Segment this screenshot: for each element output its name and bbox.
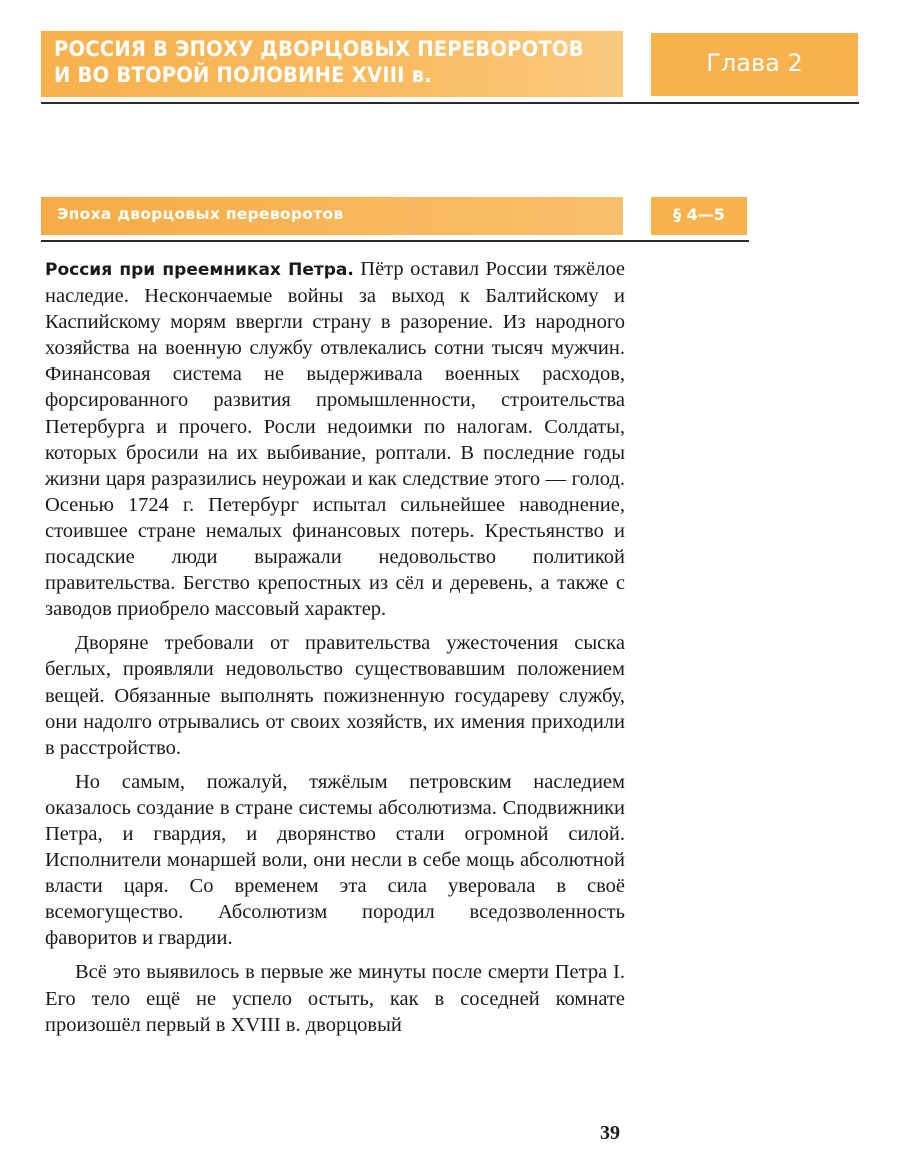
page-number: 39 — [600, 1122, 620, 1144]
header-divider — [41, 102, 859, 104]
paragraph-lead-heading: Россия при преемниках Петра. — [45, 260, 354, 280]
chapter-title — [54, 36, 584, 88]
paragraph-2: Дворяне требовали от правительства ужесточения сыска беглых, проявляли недовольство существовавшим положением вещей. Обязанные выполнять пожизненную государеву службу, они надолго отрывались от своих хозяйств, их имения приходили в расстройство. — [45, 632, 625, 759]
body-text — [45, 256, 625, 1046]
chapter-title-line-1: РОССИЯ В ЭПОХУ ДВОРЦОВЫХ ПЕРЕВОРОТОВ — [54, 37, 584, 61]
section-divider — [41, 240, 749, 242]
section-label: § 4—5 — [673, 205, 725, 224]
chapter-label: Глава 2 — [706, 49, 803, 77]
chapter-title-line-2: И ВО ВТОРОЙ ПОЛОВИНЕ XVIII в. — [54, 63, 432, 87]
paragraph-4: Всё это выявилось в первые же минуты после смерти Петра I. Его тело ещё не успело остыть, как в соседней комнате произошёл первый в XVIII в. дворцовый — [45, 961, 625, 1036]
section-title: Эпоха дворцовых переворотов — [57, 205, 344, 223]
paragraph-1-text: Пётр оставил России тяжёлое наследие. Нескончаемые войны за выход к Балтийскому и Каспийскому морям ввергли страну в разорение. Из народного хозяйства на военную службу отвлекались сотни тысяч мужчин. Финансовая система не выдерживала военных расходов, форсированного развития промышленности, строительства Петербурга и прочего. Росли недоимки по налогам. Солдаты, которых бросили на их выбивание, роптали. В последние годы жизни царя разразились неурожаи и как следствие этого — голод. Осенью 1724 г. Петербург испытал сильнейшее наводнение, стоившее стране немалых финансовых потерь. Крестьянство и посадские люди выражали недовольство политикой правительства. Бегство крепостных из сёл и деревень, а также с заводов приобрело массовый характер. — [45, 258, 625, 621]
paragraph-1 — [45, 256, 625, 622]
paragraph-3: Но самым, пожалуй, тяжёлым петровским наследием оказалось создание в стране системы абсолютизма. Сподвижники Петра, и гвардия, и дворянство стали огромной силой. Исполнители монаршей воли, они несли в себе мощь абсолютной власти царя. Со временем эта сила уверовала в своё всемогущество. Абсолютизм породил вседозволенность фаворитов и гвардии. — [45, 770, 625, 950]
